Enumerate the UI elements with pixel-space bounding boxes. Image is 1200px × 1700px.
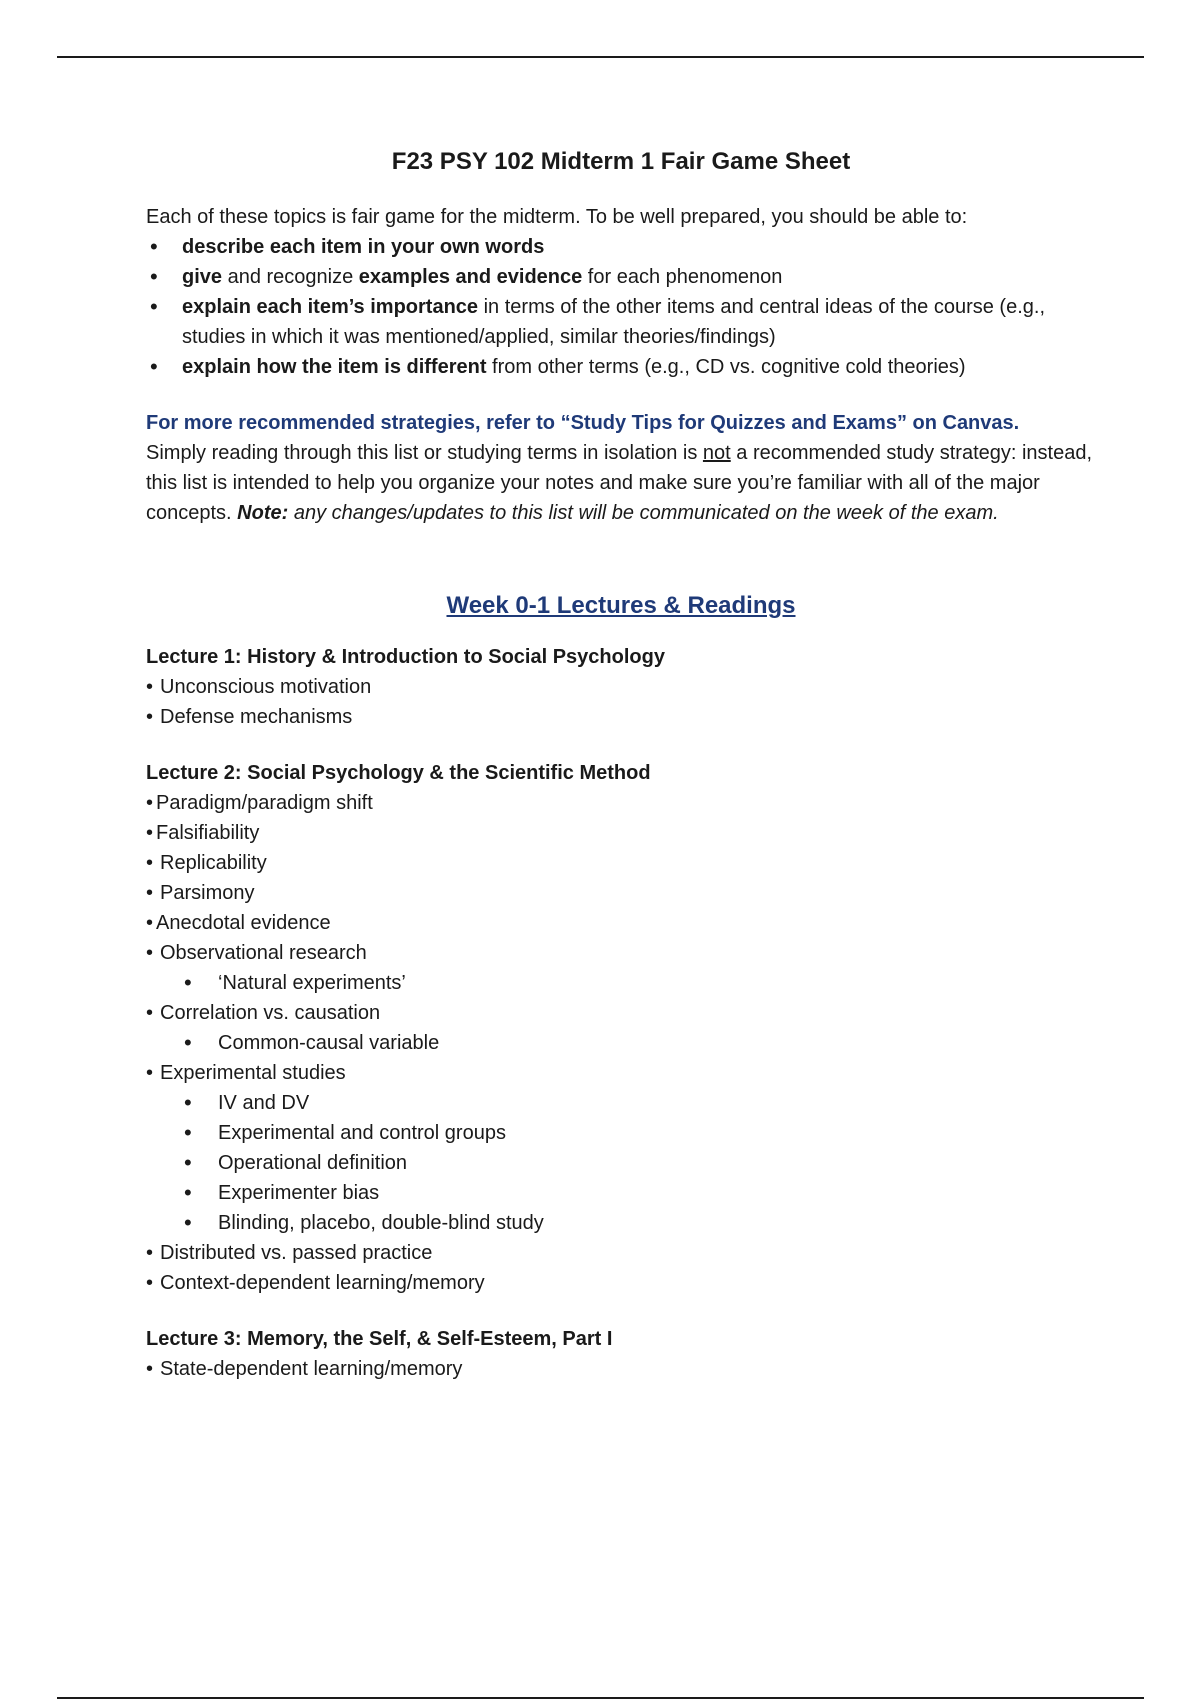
lecture-2-section xyxy=(146,758,1096,1298)
document-page xyxy=(146,140,1096,1410)
sub-list-item: • Operational definition xyxy=(146,1148,1096,1178)
document-title: F23 PSY 102 Midterm 1 Fair Game Sheet xyxy=(391,148,851,175)
list-item: • Replicability xyxy=(146,852,267,874)
list-item: • Defense mechanisms xyxy=(146,706,353,728)
list-item: • Anecdotal evidence xyxy=(146,912,331,934)
list-item: • Falsifiability xyxy=(146,822,260,844)
list-item: • Observational research xyxy=(146,942,367,964)
lecture-3-section xyxy=(146,1324,1096,1384)
sub-list-item: • Experimental and control groups xyxy=(146,1118,1096,1148)
lecture-title: Lecture 2: Social Psychology & the Scientific Method xyxy=(146,762,651,784)
lecture-title: Lecture 1: History & Introduction to Social Psychology xyxy=(146,646,665,668)
sub-list-item: • Common-causal variable xyxy=(146,1028,1096,1058)
list-item: • Paradigm/paradigm shift xyxy=(146,792,373,814)
top-rule xyxy=(57,56,1144,58)
canvas-study-tips-note: For more recommended strategies, refer to “Study Tips for Quizzes and Exams” on Canvas. xyxy=(146,412,1020,434)
week-heading: Week 0-1 Lectures & Readings xyxy=(446,592,796,619)
list-item: • Experimental studies xyxy=(146,1062,346,1084)
bottom-rule xyxy=(57,1697,1144,1699)
sub-list-item: • Experimenter bias xyxy=(146,1178,1096,1208)
list-item: • State-dependent learning/memory xyxy=(146,1358,463,1380)
sub-list-item: • Blinding, placebo, double-blind study xyxy=(146,1208,1096,1238)
intro-text: Each of these topics is fair game for the midterm. To be well prepared, you should be able to: xyxy=(146,206,968,228)
list-item: • Context-dependent learning/memory xyxy=(146,1272,485,1294)
list-item: • Unconscious motivation xyxy=(146,676,372,698)
list-item: • Parsimony xyxy=(146,882,255,904)
requirement-item: • explain each item’s importance in terms of the other items and central ideas of the course (e.g., studies in which it was mentioned/applied, similar theories/findings) xyxy=(146,292,1096,352)
sub-list-item: • IV and DV xyxy=(146,1088,1096,1118)
list-item: • Correlation vs. causation xyxy=(146,1002,381,1024)
list-item: • Distributed vs. passed practice xyxy=(146,1242,433,1264)
sub-list-item: • ‘Natural experiments’ xyxy=(146,968,1096,998)
lecture-title: Lecture 3: Memory, the Self, & Self-Esteem, Part I xyxy=(146,1328,613,1350)
lecture-1-section xyxy=(146,642,1096,732)
study-strategy-paragraph: Simply reading through this list or studying terms in isolation is not a recommended study strategy: instead, this list is intended to help you organize your notes and make sure you’re familiar with all of the major concepts. Note: any changes/updates to this list will be communicated on the week of the exam. xyxy=(146,442,1093,524)
requirement-item: • describe each item in your own words xyxy=(146,232,1096,262)
requirement-item: • give and recognize examples and evidence for each phenomenon xyxy=(146,262,1096,292)
requirement-item: • explain how the item is different from other terms (e.g., CD vs. cognitive cold theories) xyxy=(146,352,1096,382)
requirements-list xyxy=(146,232,1096,382)
